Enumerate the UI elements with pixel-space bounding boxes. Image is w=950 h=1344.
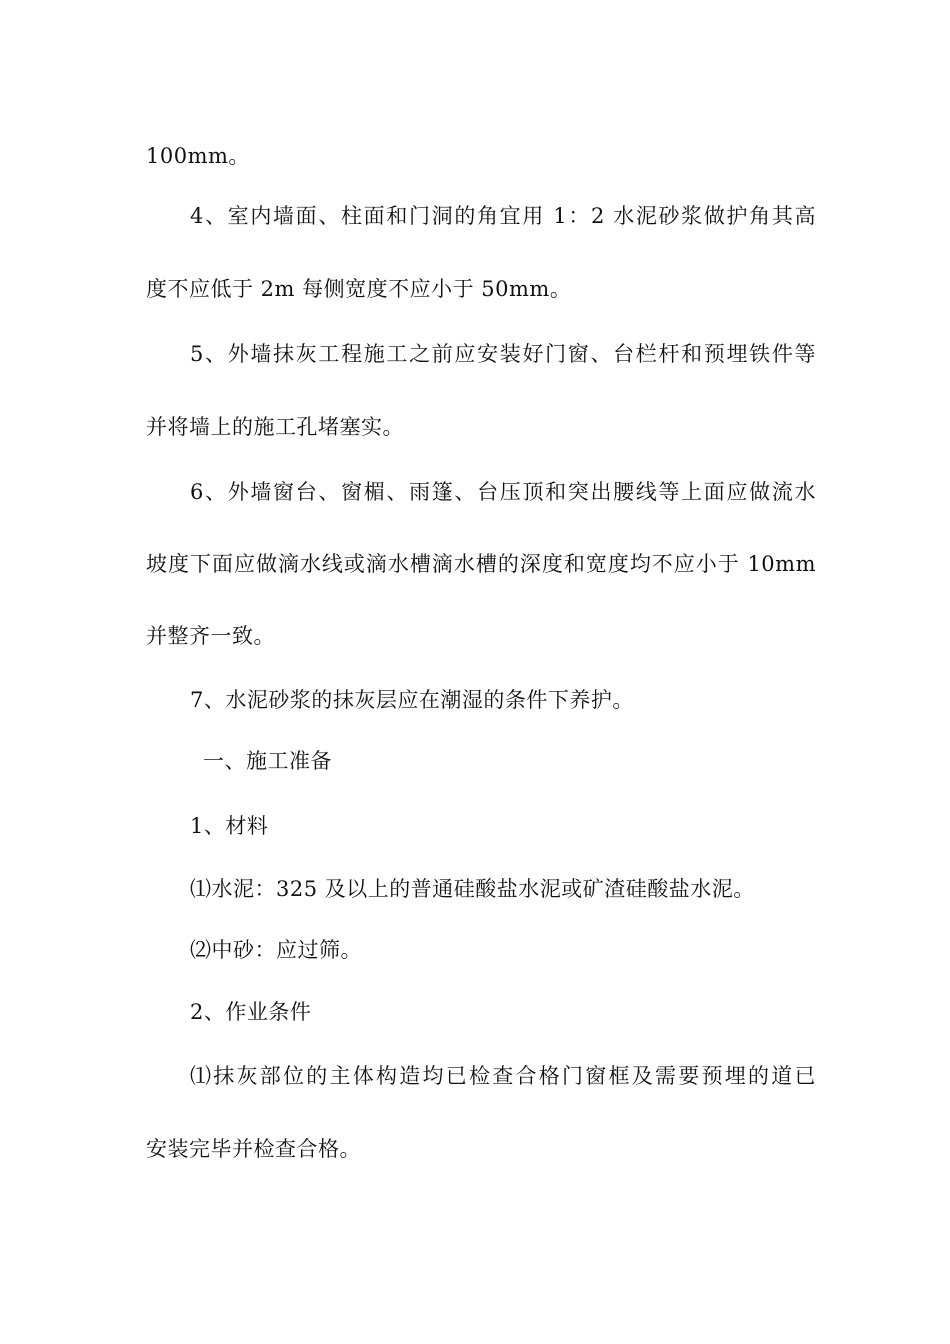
text-line-condition-1: ⑴抹灰部位的主体构造均已检查合格门窗框及需要预埋的道已 bbox=[190, 1064, 816, 1088]
text-line-item-6: 6、外墙窗台、窗楣、雨篷、台压顶和突出腰线等上面应做流水 bbox=[190, 480, 816, 504]
text-line-item-6-cont-2: 并整齐一致。 bbox=[146, 624, 275, 648]
text-line-item-4-cont: 度不应低于 2m 每侧宽度不应小于 50mm。 bbox=[146, 277, 572, 301]
text-line-cement: ⑴水泥：325 及以上的普通硅酸盐水泥或矿渣硅酸盐水泥。 bbox=[190, 877, 755, 901]
text-line-item-5: 5、外墙抹灰工程施工之前应安装好门窗、台栏杆和预埋铁件等 bbox=[190, 342, 816, 366]
text-line-sand: ⑵中砂：应过筛。 bbox=[190, 938, 362, 962]
text-line-item-7: 7、水泥砂浆的抹灰层应在潮湿的条件下养护。 bbox=[190, 688, 634, 712]
text-line-continuation: 100mm。 bbox=[146, 144, 250, 168]
text-line-item-5-cont: 并将墙上的施工孔堵塞实。 bbox=[146, 415, 404, 439]
section-heading: 一、施工准备 bbox=[203, 749, 332, 773]
text-line-condition-1-cont: 安装完毕并检查合格。 bbox=[146, 1137, 361, 1161]
text-line-item-4: 4、室内墙面、柱面和门洞的角宜用 1：2 水泥砂浆做护角其高 bbox=[190, 204, 816, 228]
subheading-materials: 1、材料 bbox=[190, 814, 269, 838]
subheading-conditions: 2、作业条件 bbox=[190, 1000, 312, 1024]
text-line-item-6-cont-1: 坡度下面应做滴水线或滴水槽滴水槽的深度和宽度均不应小于 10mm bbox=[146, 552, 816, 576]
